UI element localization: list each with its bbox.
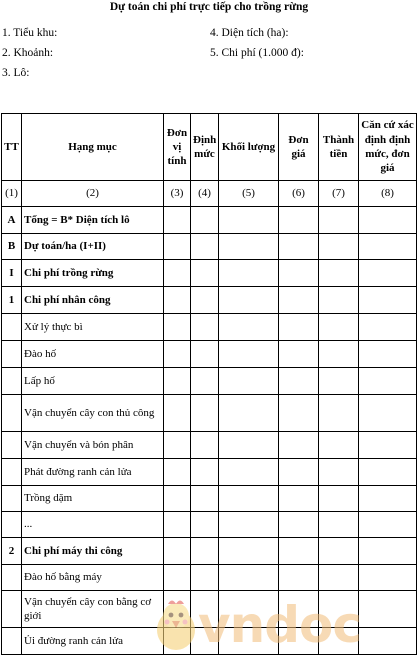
empty-cell bbox=[319, 538, 359, 565]
empty-cell bbox=[164, 368, 191, 395]
header-tt: TT bbox=[2, 114, 22, 181]
table-row bbox=[2, 368, 417, 395]
empty-cell bbox=[359, 341, 417, 368]
empty-cell bbox=[319, 432, 359, 459]
empty-cell bbox=[191, 565, 219, 591]
empty-cell bbox=[191, 260, 219, 287]
empty-cell bbox=[219, 459, 279, 486]
row-item: ... bbox=[22, 512, 164, 538]
empty-cell bbox=[359, 234, 417, 260]
header-amount: Thành tiền bbox=[319, 114, 359, 181]
table-row bbox=[2, 512, 417, 538]
empty-cell bbox=[279, 287, 319, 314]
row-tt bbox=[2, 432, 22, 459]
row-tt: B bbox=[2, 234, 22, 260]
watermark-text: vndoc bbox=[198, 596, 361, 654]
empty-cell bbox=[319, 314, 359, 341]
row-tt bbox=[2, 628, 22, 655]
column-number-row bbox=[2, 181, 417, 207]
empty-cell bbox=[359, 395, 417, 432]
empty-cell bbox=[219, 565, 279, 591]
table-row bbox=[2, 459, 417, 486]
empty-cell bbox=[359, 486, 417, 512]
header-unit: Đơn vị tính bbox=[164, 114, 191, 181]
empty-cell bbox=[359, 565, 417, 591]
empty-cell bbox=[219, 368, 279, 395]
empty-cell bbox=[219, 287, 279, 314]
row-tt: I bbox=[2, 260, 22, 287]
row-tt bbox=[2, 314, 22, 341]
info-area: 4. Diện tích (ha): bbox=[210, 27, 289, 39]
empty-cell bbox=[319, 565, 359, 591]
header-item: Hạng mục bbox=[22, 114, 164, 181]
empty-cell bbox=[219, 538, 279, 565]
table-row bbox=[2, 234, 417, 260]
row-item: Đào hố bbox=[22, 341, 164, 368]
empty-cell bbox=[279, 395, 319, 432]
row-item: Xử lý thực bì bbox=[22, 314, 164, 341]
empty-cell bbox=[164, 591, 191, 628]
empty-cell bbox=[191, 287, 219, 314]
empty-cell bbox=[164, 395, 191, 432]
empty-cell bbox=[359, 368, 417, 395]
empty-cell bbox=[319, 395, 359, 432]
row-tt bbox=[2, 512, 22, 538]
row-tt: 2 bbox=[2, 538, 22, 565]
cost-estimate-table bbox=[1, 113, 417, 655]
empty-cell bbox=[279, 538, 319, 565]
empty-cell bbox=[164, 486, 191, 512]
empty-cell bbox=[359, 207, 417, 234]
empty-cell bbox=[191, 234, 219, 260]
row-item: Chi phí nhân công bbox=[22, 287, 164, 314]
table-row bbox=[2, 628, 417, 655]
header-quantity: Khối lượng bbox=[219, 114, 279, 181]
header-basis: Căn cứ xác định định mức, đơn giá bbox=[359, 114, 417, 181]
empty-cell bbox=[164, 287, 191, 314]
empty-cell bbox=[191, 486, 219, 512]
info-cost: 5. Chi phí (1.000 đ): bbox=[210, 47, 304, 59]
empty-cell bbox=[191, 538, 219, 565]
empty-cell bbox=[319, 260, 359, 287]
empty-cell bbox=[219, 486, 279, 512]
row-item: Vận chuyển cây con bằng cơ giới bbox=[22, 591, 164, 628]
info-plot: 2. Khoảnh: bbox=[2, 47, 54, 59]
row-item: Ủi đường ranh cản lửa bbox=[22, 628, 164, 655]
empty-cell bbox=[319, 512, 359, 538]
header-norm: Định mức bbox=[191, 114, 219, 181]
table-row bbox=[2, 395, 417, 432]
empty-cell bbox=[359, 591, 417, 628]
row-tt bbox=[2, 395, 22, 432]
empty-cell bbox=[164, 538, 191, 565]
empty-cell bbox=[319, 591, 359, 628]
header-unit-price: Đơn giá bbox=[279, 114, 319, 181]
empty-cell bbox=[319, 287, 359, 314]
empty-cell bbox=[279, 314, 319, 341]
empty-cell bbox=[191, 341, 219, 368]
row-item: Vận chuyển và bón phân bbox=[22, 432, 164, 459]
table-row bbox=[2, 591, 417, 628]
table-row bbox=[2, 287, 417, 314]
row-tt bbox=[2, 591, 22, 628]
empty-cell bbox=[219, 234, 279, 260]
empty-cell bbox=[191, 512, 219, 538]
row-tt bbox=[2, 368, 22, 395]
column-number: (4) bbox=[191, 181, 219, 207]
row-item: Chi phí trồng rừng bbox=[22, 260, 164, 287]
empty-cell bbox=[164, 628, 191, 655]
empty-cell bbox=[219, 628, 279, 655]
column-number: (6) bbox=[279, 181, 319, 207]
row-item: Chi phí máy thi công bbox=[22, 538, 164, 565]
empty-cell bbox=[279, 234, 319, 260]
empty-cell bbox=[164, 459, 191, 486]
empty-cell bbox=[219, 314, 279, 341]
header-row bbox=[2, 114, 417, 181]
empty-cell bbox=[279, 207, 319, 234]
empty-cell bbox=[279, 565, 319, 591]
empty-cell bbox=[279, 432, 319, 459]
empty-cell bbox=[219, 207, 279, 234]
row-item: Dự toán/ha (I+II) bbox=[22, 234, 164, 260]
empty-cell bbox=[191, 207, 219, 234]
empty-cell bbox=[191, 395, 219, 432]
document-title: Dự toán chi phí trực tiếp cho trồng rừng bbox=[109, 1, 309, 13]
column-number: (8) bbox=[359, 181, 417, 207]
row-item: Đào hố bằng máy bbox=[22, 565, 164, 591]
empty-cell bbox=[219, 341, 279, 368]
info-subzone: 1. Tiểu khu: bbox=[2, 27, 58, 39]
row-tt bbox=[2, 486, 22, 512]
empty-cell bbox=[319, 459, 359, 486]
empty-cell bbox=[164, 207, 191, 234]
table-row bbox=[2, 486, 417, 512]
empty-cell bbox=[319, 341, 359, 368]
empty-cell bbox=[191, 591, 219, 628]
column-number: (5) bbox=[219, 181, 279, 207]
empty-cell bbox=[191, 432, 219, 459]
column-number: (3) bbox=[164, 181, 191, 207]
empty-cell bbox=[359, 314, 417, 341]
empty-cell bbox=[279, 486, 319, 512]
column-number: (1) bbox=[2, 181, 22, 207]
empty-cell bbox=[359, 538, 417, 565]
empty-cell bbox=[219, 395, 279, 432]
empty-cell bbox=[319, 628, 359, 655]
table-row bbox=[2, 432, 417, 459]
row-tt bbox=[2, 459, 22, 486]
empty-cell bbox=[359, 628, 417, 655]
table-row bbox=[2, 207, 417, 234]
row-item: Tổng = B* Diện tích lô bbox=[22, 207, 164, 234]
empty-cell bbox=[319, 486, 359, 512]
row-tt bbox=[2, 565, 22, 591]
empty-cell bbox=[359, 459, 417, 486]
empty-cell bbox=[359, 260, 417, 287]
empty-cell bbox=[279, 368, 319, 395]
empty-cell bbox=[319, 234, 359, 260]
empty-cell bbox=[279, 512, 319, 538]
table-row bbox=[2, 565, 417, 591]
table-row bbox=[2, 341, 417, 368]
empty-cell bbox=[219, 512, 279, 538]
empty-cell bbox=[319, 368, 359, 395]
empty-cell bbox=[191, 459, 219, 486]
row-item: Trồng dặm bbox=[22, 486, 164, 512]
empty-cell bbox=[164, 314, 191, 341]
row-item: Vận chuyển cây con thủ công bbox=[22, 395, 164, 432]
empty-cell bbox=[164, 341, 191, 368]
table-row bbox=[2, 260, 417, 287]
row-tt: A bbox=[2, 207, 22, 234]
empty-cell bbox=[164, 512, 191, 538]
empty-cell bbox=[319, 207, 359, 234]
empty-cell bbox=[359, 512, 417, 538]
empty-cell bbox=[279, 591, 319, 628]
empty-cell bbox=[191, 314, 219, 341]
empty-cell bbox=[219, 432, 279, 459]
empty-cell bbox=[359, 287, 417, 314]
table-row bbox=[2, 314, 417, 341]
empty-cell bbox=[164, 260, 191, 287]
column-number: (2) bbox=[22, 181, 164, 207]
empty-cell bbox=[279, 628, 319, 655]
table-row bbox=[2, 538, 417, 565]
row-item: Phát đường ranh cản lửa bbox=[22, 459, 164, 486]
empty-cell bbox=[219, 591, 279, 628]
empty-cell bbox=[191, 368, 219, 395]
column-number: (7) bbox=[319, 181, 359, 207]
empty-cell bbox=[219, 260, 279, 287]
empty-cell bbox=[279, 341, 319, 368]
row-tt: 1 bbox=[2, 287, 22, 314]
info-lot: 3. Lô: bbox=[2, 67, 30, 79]
empty-cell bbox=[191, 628, 219, 655]
empty-cell bbox=[279, 459, 319, 486]
empty-cell bbox=[279, 260, 319, 287]
empty-cell bbox=[359, 432, 417, 459]
empty-cell bbox=[164, 234, 191, 260]
row-tt bbox=[2, 341, 22, 368]
empty-cell bbox=[164, 432, 191, 459]
row-item: Lấp hố bbox=[22, 368, 164, 395]
empty-cell bbox=[164, 565, 191, 591]
